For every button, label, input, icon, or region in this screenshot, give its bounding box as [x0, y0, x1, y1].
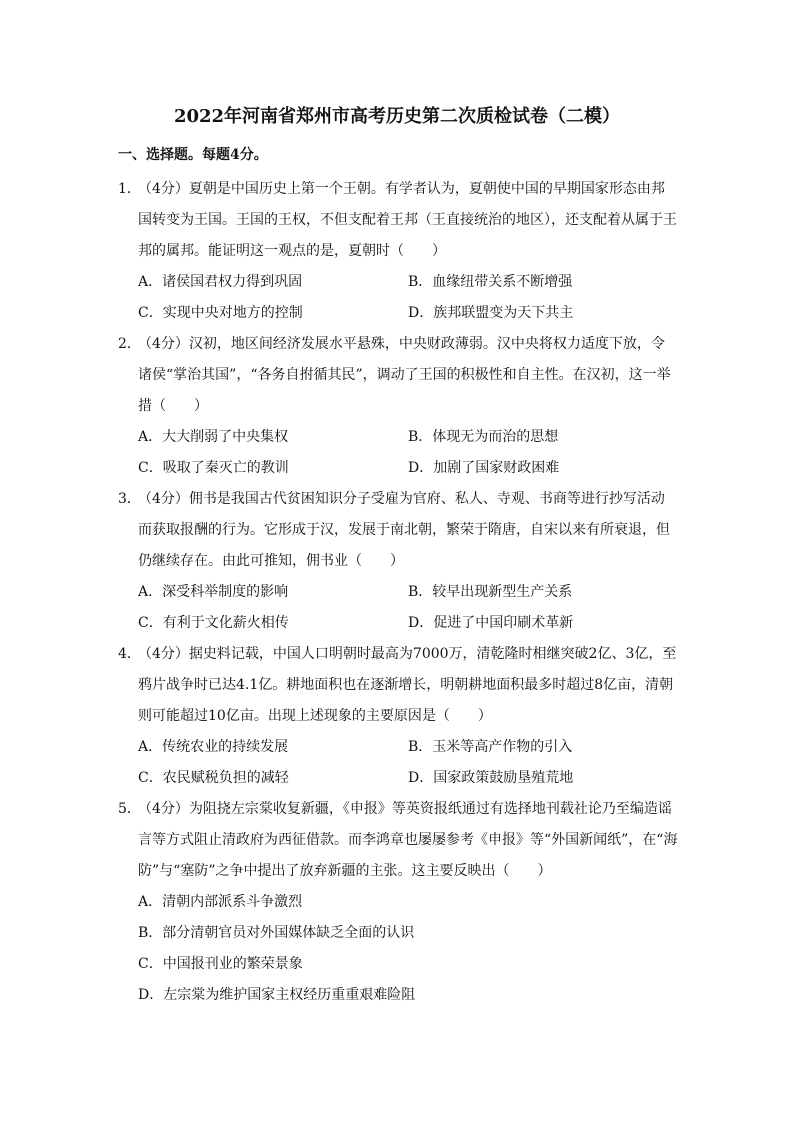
question-5: [118, 794, 678, 1011]
question-4: [118, 639, 678, 794]
option-b[interactable]: B．较早出现新型生产关系: [408, 584, 573, 600]
options: [118, 577, 678, 639]
option-c[interactable]: C．实现中央对地方的控制: [138, 305, 303, 321]
question-number: 4．: [118, 646, 141, 662]
question-text: （4分）汉初，地区间经济发展水平悬殊，中央财政薄弱。汉中央将权力适度下放，令诸侯“掌治其国”，“各务自拊循其民”，调动了王国的积极性和自主性。在汉初，这一举措（ ）: [138, 336, 671, 414]
option-d[interactable]: D．国家政策鼓励垦殖荒地: [408, 770, 574, 786]
question-text: （4分）为阻挠左宗棠收复新疆，《申报》等英资报纸通过有选择地刊载社论乃至编造谣言等方式阻止清政府为西征借款。而李鸿章也屡屡参考《申报》等“外国新闻纸”，在“海防”与“塞防”之争中提出了放弃新疆的主张。这主要反映出（ ）: [138, 801, 678, 879]
option-a[interactable]: A．传统农业的持续发展: [138, 739, 289, 755]
option-c[interactable]: C．农民赋税负担的减轻: [138, 770, 289, 786]
option-d[interactable]: D．促进了中国印刷术革新: [408, 615, 574, 631]
option-a[interactable]: A．大大削弱了中央集权: [138, 429, 289, 445]
question-2: [118, 329, 678, 484]
option-b[interactable]: B．玉米等高产作物的引入: [408, 739, 573, 755]
options: [118, 887, 678, 1011]
question-3: [118, 484, 678, 639]
option-d[interactable]: D．左宗棠为维护国家主权经历重重艰难险阻: [138, 987, 416, 1003]
options: [118, 732, 678, 794]
option-c[interactable]: C．吸取了秦灭亡的教训: [138, 460, 289, 476]
question-stem: [118, 794, 678, 887]
option-d[interactable]: D．加剧了国家财政困难: [408, 460, 560, 476]
question-text: （4分）据史料记载，中国人口明朝时最高为7000万，清乾隆时相继突破2亿、3亿，至鸦片战争时已达4.1亿。耕地面积也在逐渐增长，明朝耕地面积最多时超过8亿亩，清朝则可能超过10亿亩。出现上述现象的主要原因是（ ）: [138, 646, 677, 724]
question-stem: [118, 174, 678, 267]
option-b[interactable]: B．部分清朝官员对外国媒体缺乏全面的认识: [138, 925, 415, 941]
question-stem: [118, 329, 678, 422]
page-title: 2022年河南省郑州市高考历史第二次质检试卷（二模）: [173, 106, 621, 127]
option-b[interactable]: B．体现无为而治的思想: [408, 429, 559, 445]
option-c[interactable]: C．有利于文化薪火相传: [138, 615, 289, 631]
question-text: （4分）佣书是我国古代贫困知识分子受雇为官府、私人、寺观、书商等进行抄写活动而获取报酬的行为。它形成于汉，发展于南北朝，繁荣于隋唐，自宋以来有所衰退，但仍继续存在。由此可推知，佣书业（ ）: [138, 491, 670, 569]
question-stem: [118, 484, 678, 577]
options: [118, 267, 678, 329]
question-text: （4分）夏朝是中国历史上第一个王朝。有学者认为，夏朝使中国的早期国家形态由邦国转变为王国。王国的王权，不但支配着王邦（王直接统治的地区），还支配着从属于王邦的属邦。能证明这一观点的是，夏朝时（ ）: [138, 181, 677, 259]
option-a[interactable]: A．清朝内部派系斗争激烈: [138, 894, 303, 910]
question-number: 5．: [118, 801, 141, 817]
option-c[interactable]: C．中国报刊业的繁荣景象: [138, 956, 303, 972]
option-a[interactable]: A．诸侯国君权力得到巩固: [138, 274, 303, 290]
option-a[interactable]: A．深受科举制度的影响: [138, 584, 289, 600]
section-heading: 一、选择题。每题4分。: [118, 147, 268, 163]
option-b[interactable]: B．血缘纽带关系不断增强: [408, 274, 573, 290]
option-d[interactable]: D．族邦联盟变为天下共主: [408, 305, 574, 321]
question-1: [118, 174, 678, 329]
options: [118, 422, 678, 484]
question-number: 3．: [118, 491, 141, 507]
question-number: 2．: [118, 336, 141, 352]
question-stem: [118, 639, 678, 732]
question-number: 1．: [118, 181, 141, 197]
